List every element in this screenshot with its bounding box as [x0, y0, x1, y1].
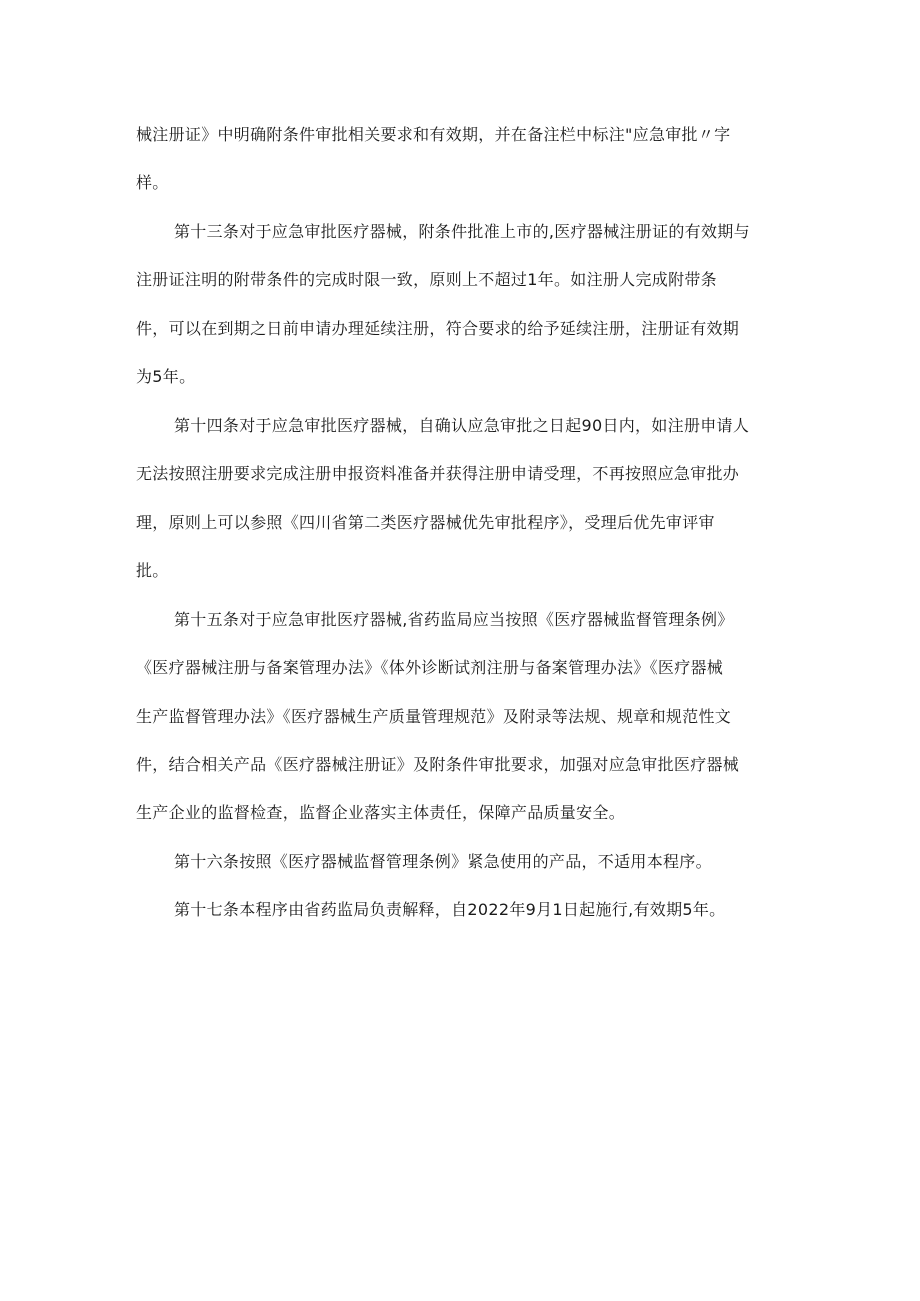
text-line: 件，结合相关产品《医疗器械注册证》及附条件审批要求，加强对应急审批医疗器械 — [136, 755, 740, 774]
text-line: 无法按照注册要求完成注册申报资料准备并获得注册申请受理，不再按照应急审批办 — [136, 464, 740, 483]
article-15-first-line: 第十五条对于应急审批医疗器械,省药监局应当按照《医疗器械监督管理条例》 — [174, 610, 734, 629]
text-line: 样。 — [136, 173, 169, 192]
text-line: 注册证注明的附带条件的完成时限一致，原则上不超过1年。如注册人完成附带条 — [136, 270, 717, 289]
text-line: 生产企业的监督检查，监督企业落实主体责任，保障产品质量安全。 — [136, 803, 626, 822]
article-14-first-line: 第十四条对于应急审批医疗器械，自确认应急审批之日起90日内，如注册申请人 — [174, 416, 750, 435]
text-line: 械注册证》中明确附条件审批相关要求和有效期，并在备注栏中标注"应急审批〃字 — [136, 125, 731, 144]
text-line: 《医疗器械注册与备案管理办法》《体外诊断试剂注册与备案管理办法》《医疗器械 — [136, 658, 724, 677]
article-17-line: 第十七条本程序由省药监局负责解释，自2022年9月1日起施行,有效期5年。 — [174, 900, 726, 919]
text-line: 为5年。 — [136, 367, 196, 386]
text-line: 件，可以在到期之日前申请办理延续注册，符合要求的给予延续注册，注册证有效期 — [136, 319, 740, 338]
text-line: 理，原则上可以参照《四川省第二类医疗器械优先审批程序》，受理后优先审评审 — [136, 513, 715, 532]
text-line: 批。 — [136, 561, 169, 580]
article-13-first-line: 第十三条对于应急审批医疗器械，附条件批准上市的,医疗器械注册证的有效期与 — [174, 222, 750, 241]
article-16-line: 第十六条按照《医疗器械监督管理条例》紧急使用的产品，不适用本程序。 — [174, 852, 712, 871]
text-line: 生产监督管理办法》《医疗器械生产质量管理规范》及附录等法规、规章和规范性文 — [136, 707, 732, 726]
